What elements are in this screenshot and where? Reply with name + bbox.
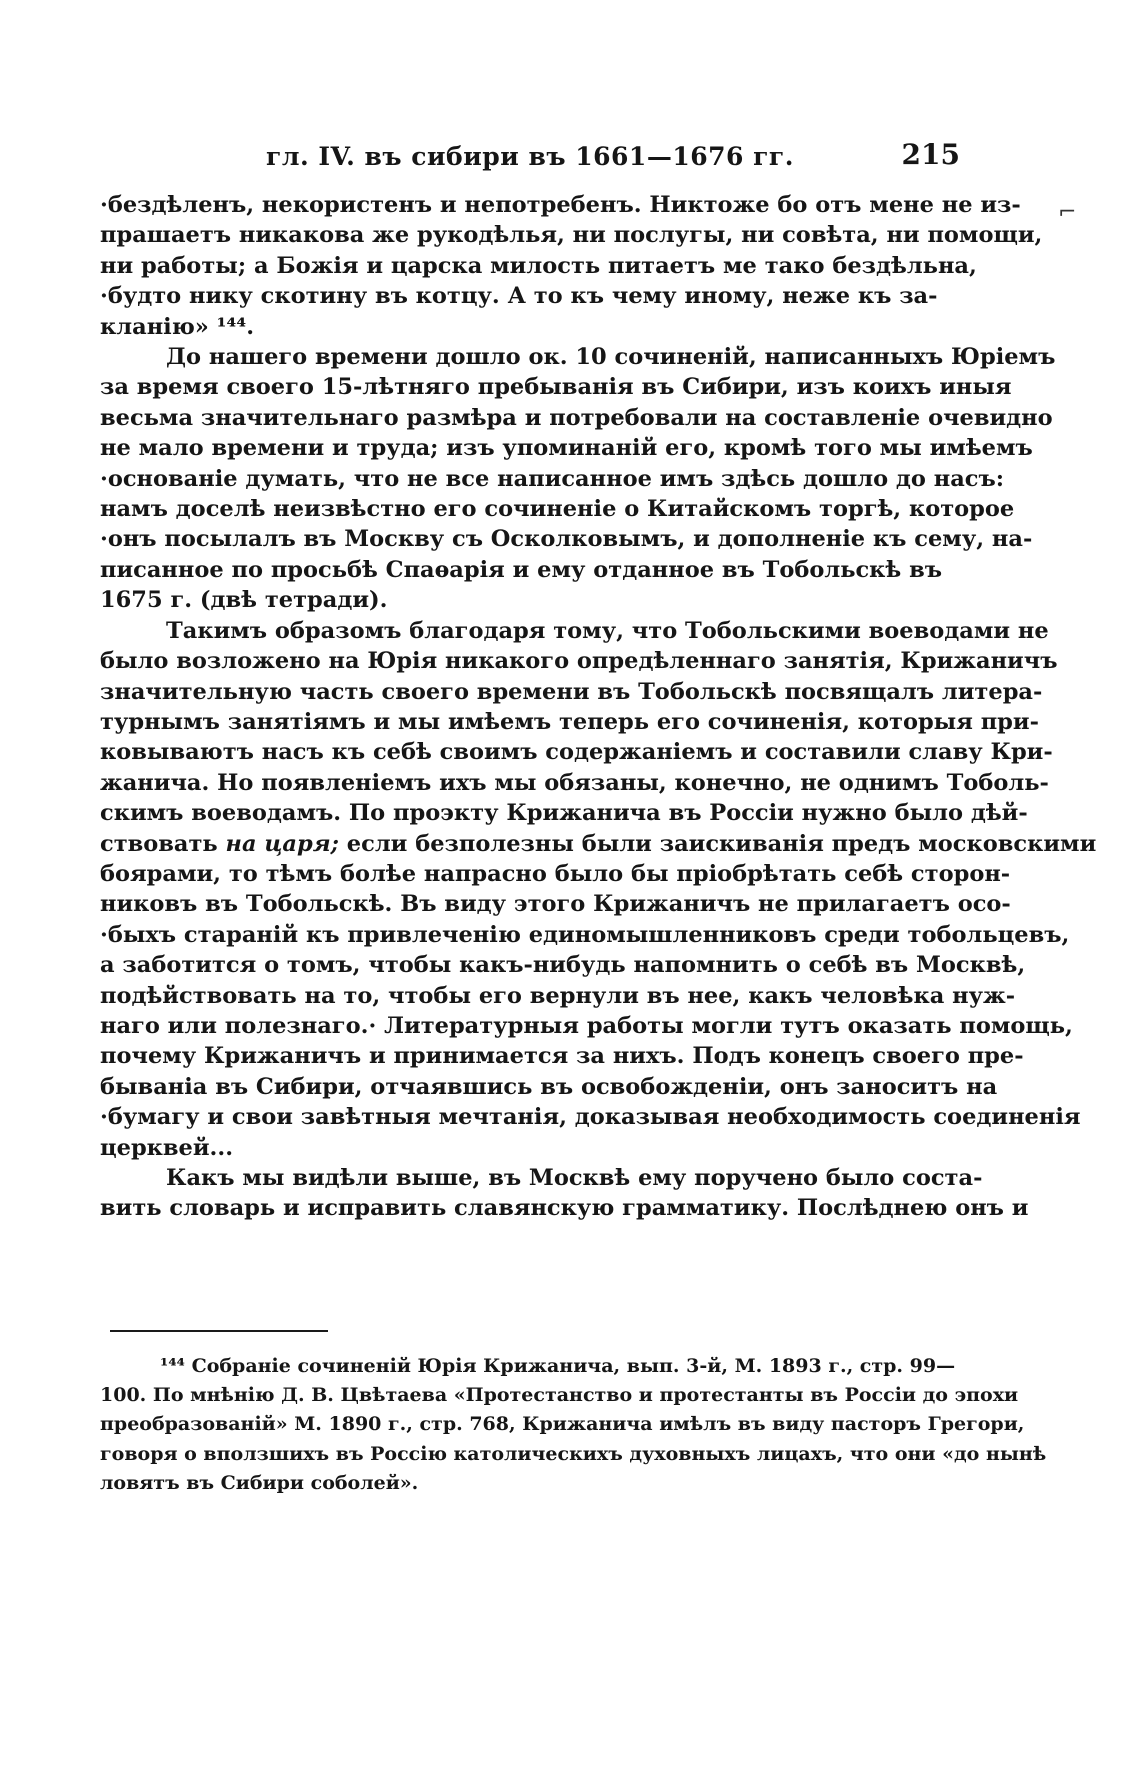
text-segment: если безполезны были заискиванія предъ московскими bbox=[338, 830, 1097, 857]
footnote-line: преобразованій» М. 1890 г., стр. 768, Крижанича имѣлъ въ виду пасторъ Грегори, bbox=[100, 1413, 1025, 1436]
footnote-line: ¹⁴⁴ Собраніе сочиненій Юрія Крижанича, вып. 3-й, М. 1893 г., стр. 99— bbox=[160, 1355, 956, 1377]
footnote-divider bbox=[110, 1330, 328, 1332]
text-line: ·быхъ стараній къ привлеченію единомышленниковъ среди тобольцевъ, bbox=[100, 921, 1070, 948]
text-line: ·будто нику скотину въ котцу. А то къ чему иному, неже къ за- bbox=[100, 283, 938, 310]
text-line: жанича. Но появленіемъ ихъ мы обязаны, конечно, не однимъ Тоболь- bbox=[100, 769, 1049, 796]
text-line: никовъ въ Тобольскѣ. Въ виду этого Крижаничъ не прилагаетъ осо- bbox=[100, 891, 1011, 918]
page-number: 215 bbox=[901, 138, 960, 171]
text-line: турнымъ занятіямъ и мы имѣемъ теперь его сочиненія, которыя при- bbox=[100, 708, 1039, 735]
margin-mark: ⌐ bbox=[1058, 200, 1077, 225]
text-line: скимъ воеводамъ. По проэкту Крижанича въ Россіи нужно было дѣй- bbox=[100, 800, 1028, 827]
text-line: а заботится о томъ, чтобы какъ-нибудь напомнить о себѣ въ Москвѣ, bbox=[100, 952, 1026, 979]
text-line: ни работы; а Божія и царска милость питаетъ ме тако бездѣльна, bbox=[100, 252, 977, 279]
running-head: гл. IV. въ сибири въ 1661—1676 гг. bbox=[266, 142, 794, 171]
text-line: кланію» ¹⁴⁴. bbox=[100, 313, 255, 340]
footnotes bbox=[100, 1352, 1047, 1498]
text-line: прашаетъ никакова же рукодѣлья, ни послугы, ни совѣта, ни помощи, bbox=[100, 222, 1043, 249]
text-line: боярами, то тѣмъ болѣе напрасно было бы пріобрѣтать себѣ сторон- bbox=[100, 860, 1011, 887]
text-line: не мало времени и труда; изъ упоминаній его, кромѣ того мы имѣемъ bbox=[100, 435, 1033, 462]
text-line: намъ доселѣ неизвѣстно его сочиненіе о Китайскомъ торгѣ, которое bbox=[100, 496, 1015, 523]
text-line: за время своего 15-лѣтняго пребыванія въ Сибири, изъ коихъ иныя bbox=[100, 374, 1012, 401]
text-line: ·бумагу и свои завѣтныя мечтанія, доказывая необходимость соединенія bbox=[100, 1104, 1081, 1131]
footnote-line: ловятъ въ Сибири соболей». bbox=[100, 1471, 419, 1494]
text-line: ·онъ посылалъ въ Москву съ Осколковымъ, и дополненіе къ сему, на- bbox=[100, 526, 1033, 553]
text-line-with-italic bbox=[100, 829, 1097, 859]
footnote-line: говоря о вползшихъ въ Россію католическихъ духовныхъ лицахъ, что они «до нынѣ bbox=[100, 1442, 1047, 1465]
text-line: 1675 г. (двѣ тетради). bbox=[100, 587, 388, 614]
text-line: До нашего времени дошло ок. 10 сочиненій, написанныхъ Юріемъ bbox=[166, 344, 1056, 371]
text-line: ·основаніе думать, что не все написанное имъ здѣсь дошло до насъ: bbox=[100, 465, 1005, 492]
text-line: было возложено на Юрія никакого опредѣленнаго занятія, Крижаничъ bbox=[100, 648, 1058, 675]
text-segment: ствовать bbox=[100, 830, 226, 857]
text-line: ковываютъ насъ къ себѣ своимъ содержаніемъ и составили славу Кри- bbox=[100, 739, 1053, 766]
text-line: наго или полезнаго.· Литературныя работы могли тутъ оказать помощь, bbox=[100, 1012, 1073, 1039]
text-line: Такимъ образомъ благодаря тому, что Тобольскими воеводами не bbox=[166, 617, 1049, 644]
text-line: ·бездѣленъ, некористенъ и непотребенъ. Никтоже бо отъ мене не из- bbox=[100, 192, 1021, 218]
body-text bbox=[100, 190, 1097, 1224]
footnote-line: 100. По мнѣнію Д. В. Цвѣтаева «Протестанство и протестанты въ Россіи до эпохи bbox=[100, 1384, 1019, 1407]
text-line: значительную часть своего времени въ Тобольскѣ посвящалъ литера- bbox=[100, 678, 1043, 705]
italic-phrase: на царя; bbox=[225, 830, 339, 857]
text-line: бываніа въ Сибири, отчаявшись въ освобожденіи, онъ заноситъ на bbox=[100, 1073, 998, 1100]
text-line: писанное по просьбѣ Спаѳарія и ему отданное въ Тобольскѣ въ bbox=[100, 556, 942, 583]
text-line: вить словарь и исправить славянскую грамматику. Послѣднею онъ и bbox=[100, 1195, 1029, 1222]
text-line: Какъ мы видѣли выше, въ Москвѣ ему поручено было соста- bbox=[166, 1165, 983, 1191]
text-line: церквей... bbox=[100, 1134, 234, 1161]
text-line: весьма значительнаго размѣра и потребовали на составленіе очевидно bbox=[100, 404, 1053, 431]
text-line: подѣйствовать на то, чтобы его вернули въ нее, какъ человѣка нуж- bbox=[100, 982, 1016, 1009]
text-line: почему Крижаничъ и принимается за нихъ. Подъ конецъ своего пре- bbox=[100, 1043, 1024, 1070]
